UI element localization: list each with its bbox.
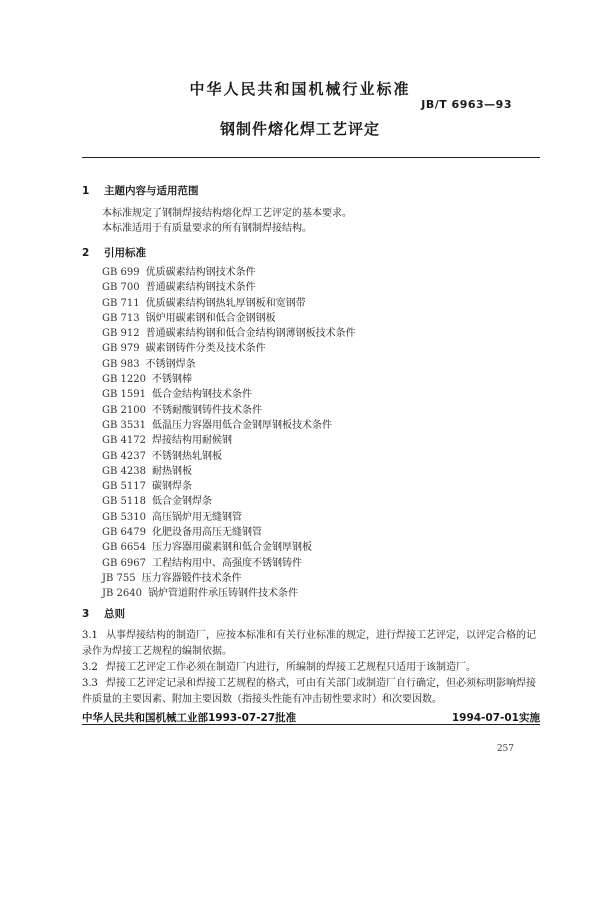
reference-code: GB 6654 (102, 542, 146, 554)
reference-title: 优质碳素结构钢技术条件 (145, 267, 256, 278)
section-3-heading (82, 606, 125, 621)
clause-text: 从事焊接结构的制造厂，应按本标准和有关行业标准的规定，进行焊接工艺评定，以评定合格的记录作为焊接工艺规程的编制依据。 (82, 630, 536, 657)
reference-code: GB 5118 (102, 496, 146, 508)
reference-title: 普通碳素结构钢和低合金结构钢薄钢板技术条件 (145, 328, 356, 340)
reference-code: GB 3531 (102, 419, 146, 431)
reference-item (102, 494, 356, 509)
reference-code: GB 5117 (102, 481, 146, 493)
reference-item (102, 464, 356, 479)
reference-code: GB 983 (102, 358, 140, 370)
reference-item (102, 571, 356, 586)
approval-date: 中华人民共和国机械工业部1993-07-27批准 (82, 712, 297, 724)
reference-title: 锅炉用碳素钢和低合金钢钢板 (145, 312, 276, 324)
reference-item (102, 311, 356, 326)
clause-number: 3.1 (82, 630, 98, 641)
reference-code: GB 4237 (102, 450, 146, 462)
reference-title: 优质碳素结构钢热轧厚钢板和宽钢带 (145, 297, 306, 309)
reference-code: GB 979 (102, 343, 140, 355)
document-title: 钢制件熔化焊工艺评定 (219, 120, 380, 138)
section-1-paragraph: 本标准规定了钢制焊接结构熔化焊工艺评定的基本要求。 (102, 208, 352, 219)
reference-title: 焊接结构用耐候钢 (151, 435, 232, 447)
reference-code: GB 700 (102, 282, 140, 294)
reference-item (102, 418, 356, 433)
reference-title: 不锈钢焊条 (145, 358, 196, 370)
reference-code: GB 5310 (102, 511, 146, 523)
reference-item (102, 540, 356, 555)
reference-item (102, 586, 356, 601)
reference-item (102, 510, 356, 525)
reference-title: 低合金钢焊条 (151, 496, 212, 508)
clause-text: 焊接工艺评定工作必须在制造厂内进行，所编制的焊接工艺规程只适用于该制造厂。 (106, 662, 476, 673)
reference-item (102, 326, 356, 341)
section-3-number: 3 (82, 608, 90, 620)
reference-title: 压力容器锻件技术条件 (141, 572, 242, 584)
reference-code: GB 713 (102, 312, 140, 324)
reference-title: 耐热钢板 (151, 465, 192, 477)
reference-item (102, 525, 356, 540)
reference-item (102, 556, 356, 571)
standard-number: JB/T 6963—93 (421, 98, 512, 111)
reference-item (102, 372, 356, 387)
reference-item (102, 296, 356, 311)
section-2-title: 引用标准 (104, 247, 146, 259)
reference-code: JB 755 (102, 572, 136, 584)
reference-title: 不锈钢棒 (151, 374, 192, 386)
footer-divider (82, 724, 540, 725)
reference-item (102, 479, 356, 494)
implementation-date: 1994-07-01实施 (451, 712, 540, 724)
section-2-number: 2 (82, 247, 90, 259)
reference-code: GB 6967 (102, 557, 146, 569)
clause-3-3 (82, 676, 542, 708)
reference-code: GB 4238 (102, 465, 146, 477)
reference-item (102, 433, 356, 448)
section-3-title: 总则 (104, 608, 125, 620)
page-number: 257 (496, 744, 514, 754)
issuing-organization: 中华人民共和国机械行业标准 (189, 80, 411, 98)
reference-item (102, 265, 356, 280)
section-1-heading (82, 183, 199, 198)
reference-title: 低温压力容器用低合金钢厚钢板技术条件 (151, 419, 332, 431)
reference-code: JB 2640 (102, 588, 142, 600)
reference-item (102, 403, 356, 418)
reference-item (102, 387, 356, 402)
reference-title: 化肥设备用高压无缝钢管 (151, 527, 262, 539)
reference-code: GB 711 (102, 297, 140, 309)
section-1-title: 主题内容与适用范围 (104, 185, 199, 197)
section-1-paragraph: 本标准适用于有质量要求的所有钢制焊接结构。 (102, 223, 312, 234)
clause-number: 3.2 (82, 662, 98, 673)
section-2-heading (82, 245, 146, 260)
reference-title: 低合金结构钢技术条件 (151, 389, 252, 401)
reference-code: GB 699 (102, 267, 140, 278)
reference-title: 碳钢焊条 (151, 481, 192, 493)
clause-3-1 (82, 628, 542, 660)
reference-title: 不锈耐酸钢铸件技术条件 (151, 404, 262, 416)
reference-item (102, 357, 356, 372)
reference-title: 锅炉管道附件承压铸钢件技术条件 (148, 588, 298, 600)
reference-title: 不锈钢热轧钢板 (151, 450, 222, 462)
reference-title: 碳素钢铸件分类及技术条件 (145, 343, 266, 355)
reference-title: 压力容器用碳素钢和低合金钢厚钢板 (151, 542, 312, 554)
reference-code: GB 912 (102, 328, 140, 340)
section-1-number: 1 (82, 185, 90, 197)
clause-number: 3.3 (82, 678, 98, 689)
reference-item (102, 341, 356, 356)
reference-item (102, 449, 356, 464)
reference-item (102, 280, 356, 295)
reference-title: 普通碳素结构钢技术条件 (145, 282, 256, 294)
reference-code: GB 1591 (102, 389, 146, 401)
reference-list (102, 265, 356, 602)
clause-3-2 (82, 660, 542, 676)
reference-title: 高压锅炉用无缝钢管 (151, 511, 242, 523)
reference-code: GB 4172 (102, 435, 146, 447)
reference-code: GB 1220 (102, 374, 146, 386)
header-divider (82, 157, 540, 158)
reference-code: GB 2100 (102, 404, 146, 416)
reference-title: 工程结构用中、高强度不锈钢铸件 (151, 557, 302, 569)
clause-text: 焊接工艺评定记录和焊接工艺规程的格式，可由有关部门或制造厂自行确定，但必须标明影响焊接件质量的主要因素、附加主要因数（指接头性能有冲击韧性要求时）和次要因数。 (82, 678, 536, 705)
reference-code: GB 6479 (102, 527, 146, 539)
